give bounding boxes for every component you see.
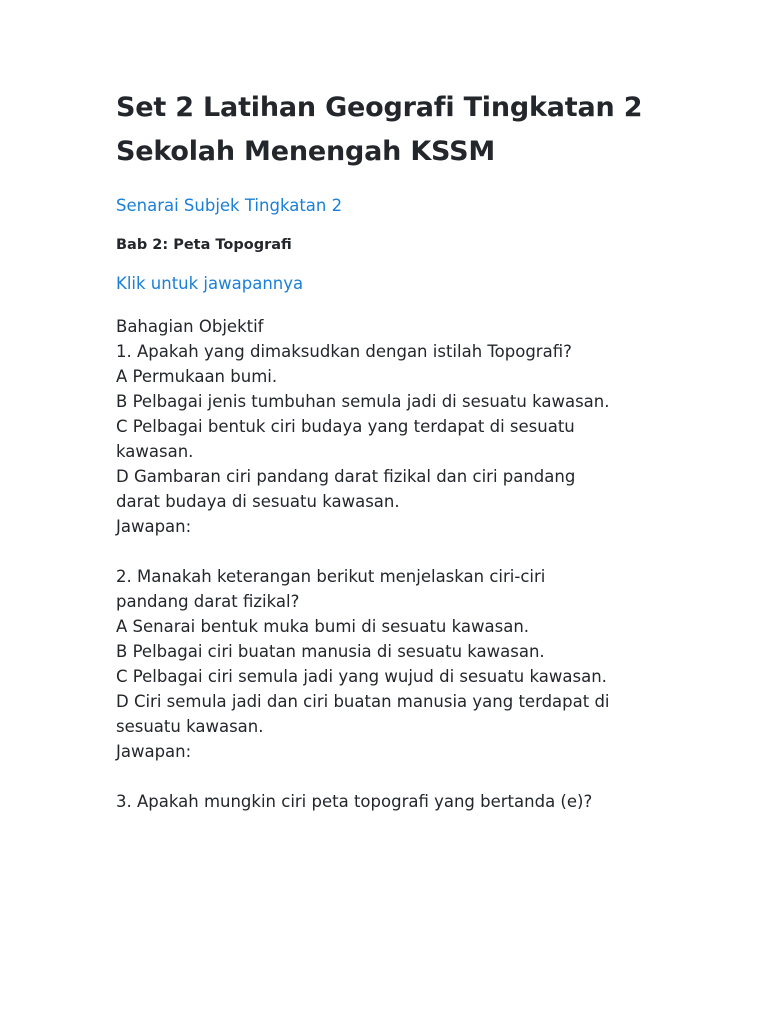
spacer	[116, 539, 656, 564]
q2-question-line-1: 2. Manakah keterangan berikut menjelaskan ciri-ciri	[116, 567, 546, 586]
q2-option-a: A Senarai bentuk muka bumi di sesuatu kawasan.	[116, 617, 530, 636]
title-line-1: Set 2 Latihan Geografi Tingkatan 2	[116, 92, 643, 123]
q1-option-a: A Permukaan bumi.	[116, 367, 278, 386]
q1-answer-label: Jawapan:	[116, 517, 192, 536]
document-page	[116, 86, 656, 814]
answer-link[interactable]: Klik untuk jawapannya	[116, 274, 304, 293]
question-body	[116, 314, 656, 814]
q3-question: 3. Apakah mungkin ciri peta topografi yang bertanda (e)?	[116, 792, 593, 811]
q2-option-b: B Pelbagai ciri buatan manusia di sesuatu kawasan.	[116, 642, 545, 661]
q1-option-c-line-2: kawasan.	[116, 442, 194, 461]
chapter-heading: Bab 2: Peta Topografi	[116, 237, 292, 253]
q1-option-b: B Pelbagai jenis tumbuhan semula jadi di sesuatu kawasan.	[116, 392, 610, 411]
q2-option-d-line-2: sesuatu kawasan.	[116, 717, 264, 736]
q1-question: 1. Apakah yang dimaksudkan dengan istilah Topografi?	[116, 342, 572, 361]
subject-list-link[interactable]: Senarai Subjek Tingkatan 2	[116, 196, 343, 215]
q2-option-c: C Pelbagai ciri semula jadi yang wujud di sesuatu kawasan.	[116, 667, 607, 686]
q1-option-d-line-2: darat budaya di sesuatu kawasan.	[116, 492, 400, 511]
q2-answer-label: Jawapan:	[116, 742, 192, 761]
section-heading: Bahagian Objektif	[116, 317, 264, 336]
q1-option-c-line-1: C Pelbagai bentuk ciri budaya yang terdapat di sesuatu	[116, 417, 575, 436]
page-title	[116, 86, 656, 174]
title-line-2: Sekolah Menengah KSSM	[116, 136, 496, 167]
q2-option-d-line-1: D Ciri semula jadi dan ciri buatan manusia yang terdapat di	[116, 692, 610, 711]
spacer	[116, 764, 656, 789]
q2-question-line-2: pandang darat fizikal?	[116, 592, 300, 611]
q1-option-d-line-1: D Gambaran ciri pandang darat fizikal dan ciri pandang	[116, 467, 576, 486]
